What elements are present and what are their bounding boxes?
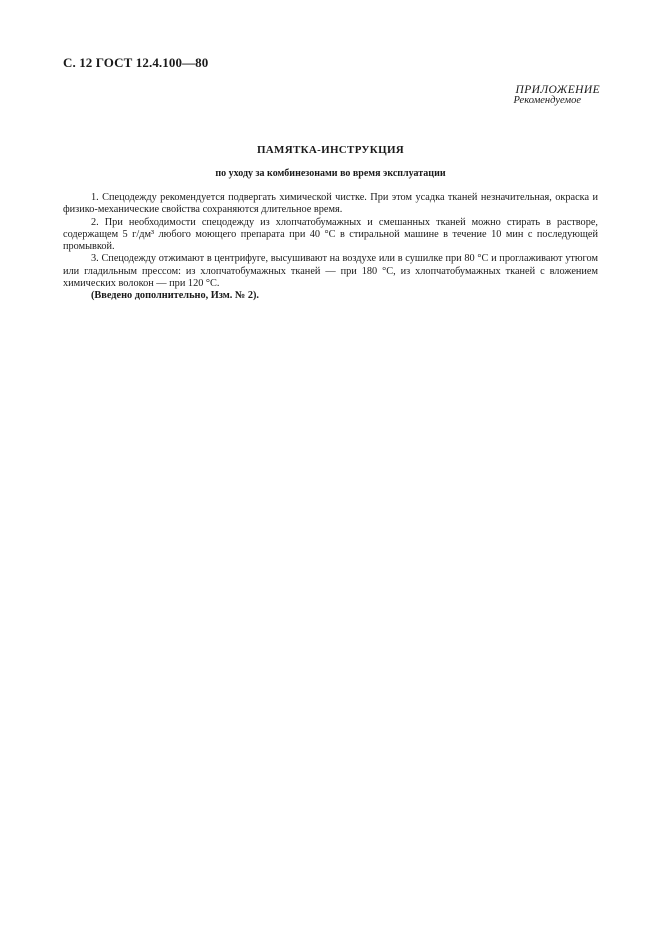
document-title: ПАМЯТКА-ИНСТРУКЦИЯ xyxy=(256,144,405,156)
document-body xyxy=(63,192,598,303)
paragraph-3: 3. Спецодежду отжимают в центрифуге, высушивают на воздухе или в сушилке при 80 °С и проглаживают утюгом или гладильным прессом: из хлопчатобумажных тканей — при 180 °С, из хлопчатобумажных тканей с вложением химических волокон — при 120 °С. xyxy=(63,253,598,290)
document-subtitle: по уходу за комбинезонами во время эксплуатации xyxy=(215,168,446,179)
appendix-label xyxy=(514,84,600,106)
appendix-subtitle: Рекомендуемое xyxy=(513,95,581,106)
appendix-title: ПРИЛОЖЕНИЕ xyxy=(515,84,600,96)
paragraph-2: 2. При необходимости спецодежду из хлопчатобумажных и смешанных тканей можно стирать в растворе, содержащем 5 г/дм³ любого моющего препарата при 40 °С в стиральной машине в течение 10 мин с последующей промывкой. xyxy=(63,216,598,253)
paragraph-1: 1. Спецодежду рекомендуется подвергать химической чистке. При этом усадка тканей незначительная, окраска и физико-механические свойства сохраняются длительное время. xyxy=(63,192,598,216)
amendment-note: (Введено дополнительно, Изм. № 2). xyxy=(91,290,259,302)
page-header: С. 12 ГОСТ 12.4.100—80 xyxy=(63,55,209,70)
